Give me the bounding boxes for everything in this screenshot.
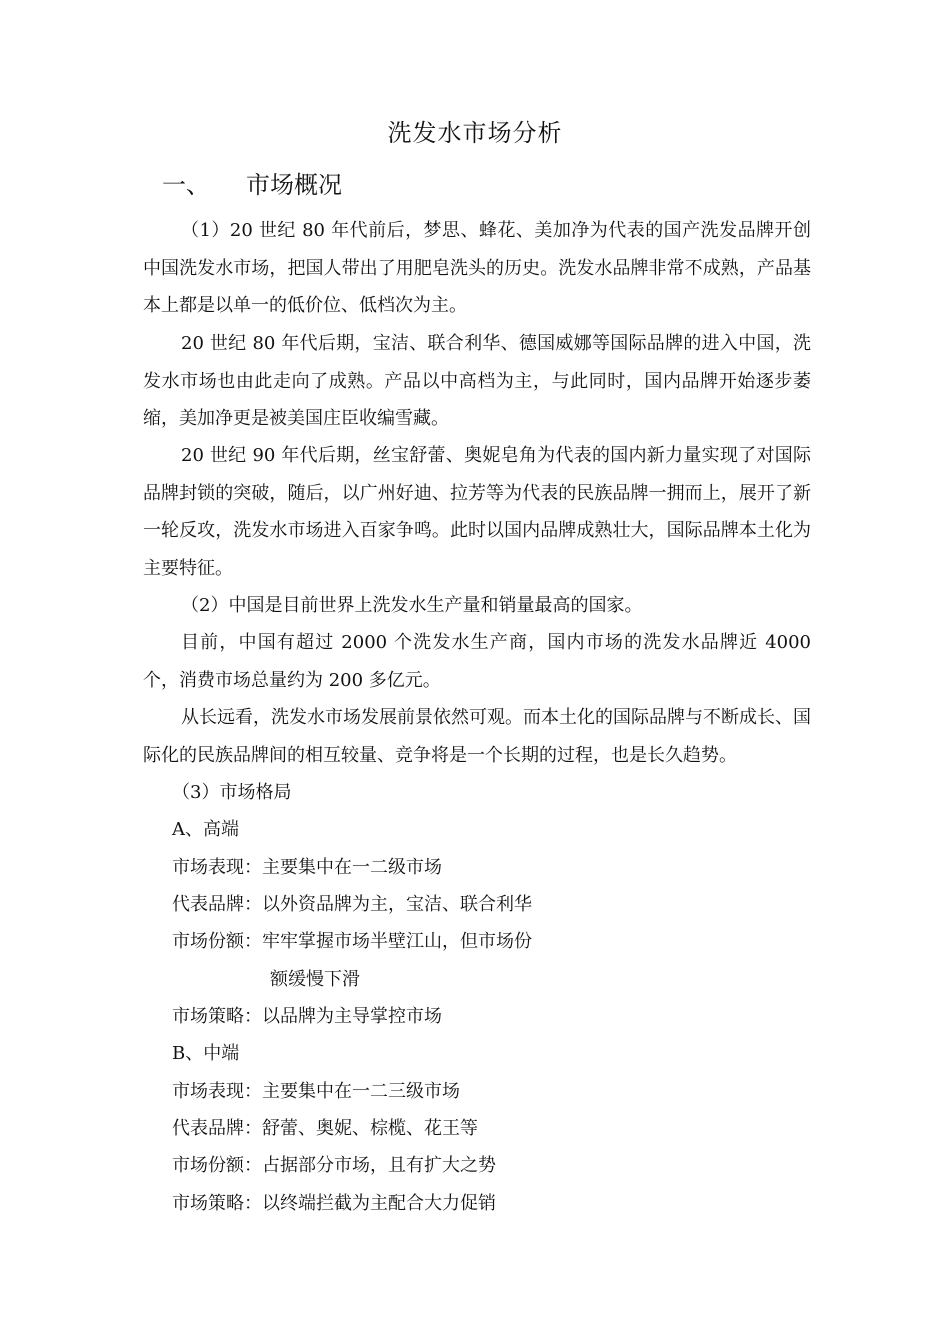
high-end-share-continued: 额缓慢下滑 [270,969,360,990]
high-end-label: A、高端 [172,819,239,840]
market-structure-heading: （3）市场格局 [172,782,292,803]
section-heading [162,168,342,202]
high-end-share: 市场份额：牢牢掌握市场半壁江山，但市场份 [172,931,532,952]
mid-end-brands: 代表品牌：舒蕾、奥妮、棕榄、花王等 [172,1118,478,1139]
mid-end-share: 市场份额：占据部分市场，且有扩大之势 [172,1155,496,1176]
document-title: 洗发水市场分析 [387,119,563,147]
high-end-performance: 市场表现：主要集中在一二级市场 [172,857,442,878]
mid-end-label: B、中端 [172,1043,240,1064]
paragraph-market-size: 目前，中国有超过 2000 个洗发水生产商，国内市场的洗发水品牌近 4000 个，消费市场总量约为 200 多亿元。 [143,632,811,691]
high-end-strategy: 市场策略：以品牌为主导掌控市场 [172,1006,442,1027]
mid-end-performance: 市场表现：主要集中在一二三级市场 [172,1081,460,1102]
paragraph-outlook: 从长远看，洗发水市场发展前景依然可观。而本土化的国际品牌与不断成长、国际化的民族品牌间的相互较量、竞争将是一个长期的过程，也是长久趋势。 [143,707,811,766]
section-number: 一、 [162,171,210,199]
paragraph-history-80s-early: （1）20 世纪 80 年代前后，梦思、蜂花、美加净为代表的国产洗发品牌开创中国洗发水市场，把国人带出了用肥皂洗头的历史。洗发水品牌非常不成熟，产品基本上都是以单一的低价位、低档次为主。 [143,220,811,316]
paragraph-history-80s-late: 20 世纪 80 年代后期，宝洁、联合利华、德国威娜等国际品牌的进入中国，洗发水市场也由此走向了成熟。产品以中高档为主，与此同时，国内品牌开始逐步萎缩，美加净更是被美国庄臣收编雪藏。 [143,333,811,429]
section-title: 市场概况 [246,171,342,199]
paragraph-history-90s-late: 20 世纪 90 年代后期，丝宝舒蕾、奥妮皂角为代表的国内新力量实现了对国际品牌封锁的突破，随后，以广州好迪、拉芳等为代表的民族品牌一拥而上，展开了新一轮反攻，洗发水市场进入百家争鸣。此时以国内品牌成熟壮大，国际品牌本土化为主要特征。 [143,445,811,579]
high-end-brands: 代表品牌：以外资品牌为主，宝洁、联合利华 [172,894,532,915]
mid-end-strategy: 市场策略：以终端拦截为主配合大力促销 [172,1193,496,1214]
paragraph-china-production: （2）中国是目前世界上洗发水生产量和销量最高的国家。 [181,595,643,616]
